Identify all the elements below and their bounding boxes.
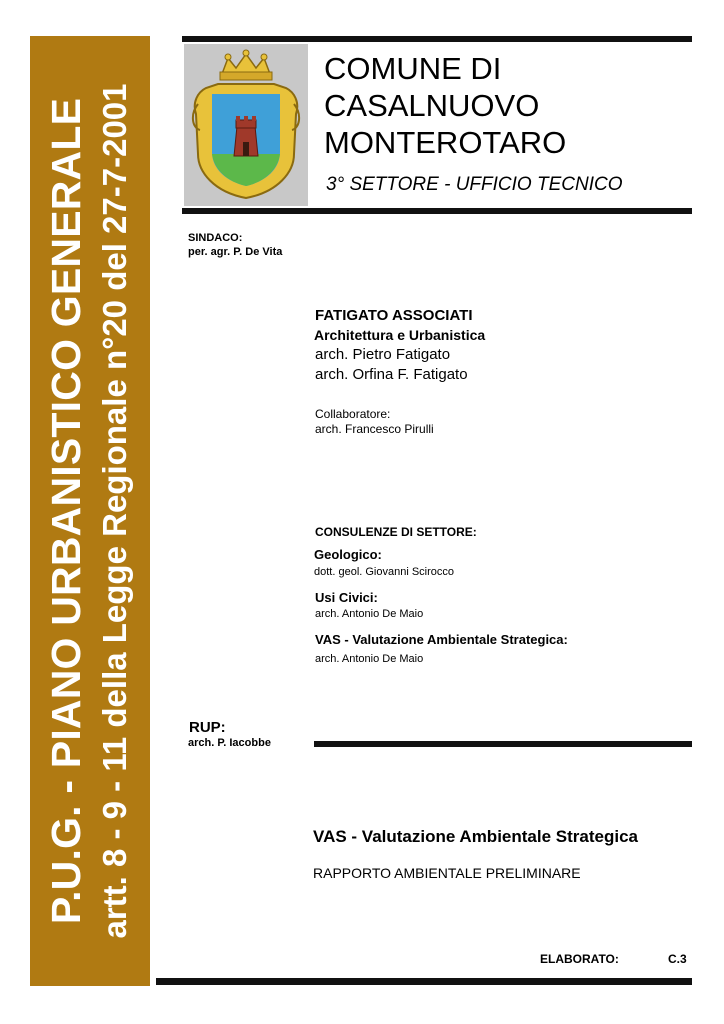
plan-title: P.U.G. - PIANO URBANISTICO GENERALE bbox=[43, 97, 89, 925]
elaborato-label: ELABORATO: bbox=[540, 952, 619, 966]
header-bottom-rule bbox=[182, 208, 692, 214]
sindaco-label: SINDACO: bbox=[188, 232, 243, 244]
rup-name: arch. P. Iacobbe bbox=[188, 737, 271, 749]
consulenze-label: CONSULENZE DI SETTORE: bbox=[315, 525, 477, 539]
consulenza-name: arch. Antonio De Maio bbox=[315, 608, 424, 620]
municipality-name-line1: COMUNE DI bbox=[324, 51, 502, 86]
municipality-name-line3: MONTEROTARO bbox=[324, 125, 567, 160]
consulenza-role: Geologico: bbox=[314, 547, 382, 562]
header-top-rule bbox=[182, 36, 692, 42]
sindaco-name: per. agr. P. De Vita bbox=[188, 246, 283, 258]
consulenza-name: dott. geol. Giovanni Scirocco bbox=[314, 566, 455, 578]
vertical-title-banner bbox=[30, 36, 150, 986]
crest-panel bbox=[184, 44, 308, 206]
consulenza-name: arch. Antonio De Maio bbox=[315, 653, 424, 665]
municipality-name-line2: CASALNUOVO bbox=[324, 88, 540, 123]
document-title: VAS - Valutazione Ambientale Strategica bbox=[313, 827, 638, 846]
firm-partner-2: arch. Orfina F. Fatigato bbox=[315, 366, 468, 383]
section-rule bbox=[314, 741, 692, 747]
consulenza-role: Usi Civici: bbox=[315, 590, 378, 605]
municipality-name bbox=[324, 50, 566, 161]
collaborator-label: Collaboratore: bbox=[315, 407, 391, 421]
rup-label: RUP: bbox=[189, 719, 226, 736]
firm-name: FATIGATO ASSOCIATI bbox=[315, 307, 473, 324]
municipal-coat-of-arms-icon bbox=[184, 44, 308, 206]
collaborator-name: arch. Francesco Pirulli bbox=[315, 422, 434, 436]
firm-specialty: Architettura e Urbanistica bbox=[314, 327, 486, 343]
document-subtitle: RAPPORTO AMBIENTALE PRELIMINARE bbox=[313, 865, 581, 881]
consulenza-role: VAS - Valutazione Ambientale Strategica: bbox=[315, 632, 568, 647]
elaborato-code: C.3 bbox=[668, 952, 687, 966]
office-subtitle: 3° SETTORE - UFFICIO TECNICO bbox=[326, 174, 623, 195]
firm-partner-1: arch. Pietro Fatigato bbox=[315, 346, 451, 363]
plan-law-reference: artt. 8 - 9 - 11 della Legge Regionale n°20 del 27-7-2001 bbox=[96, 83, 133, 939]
footer-rule bbox=[156, 978, 692, 985]
